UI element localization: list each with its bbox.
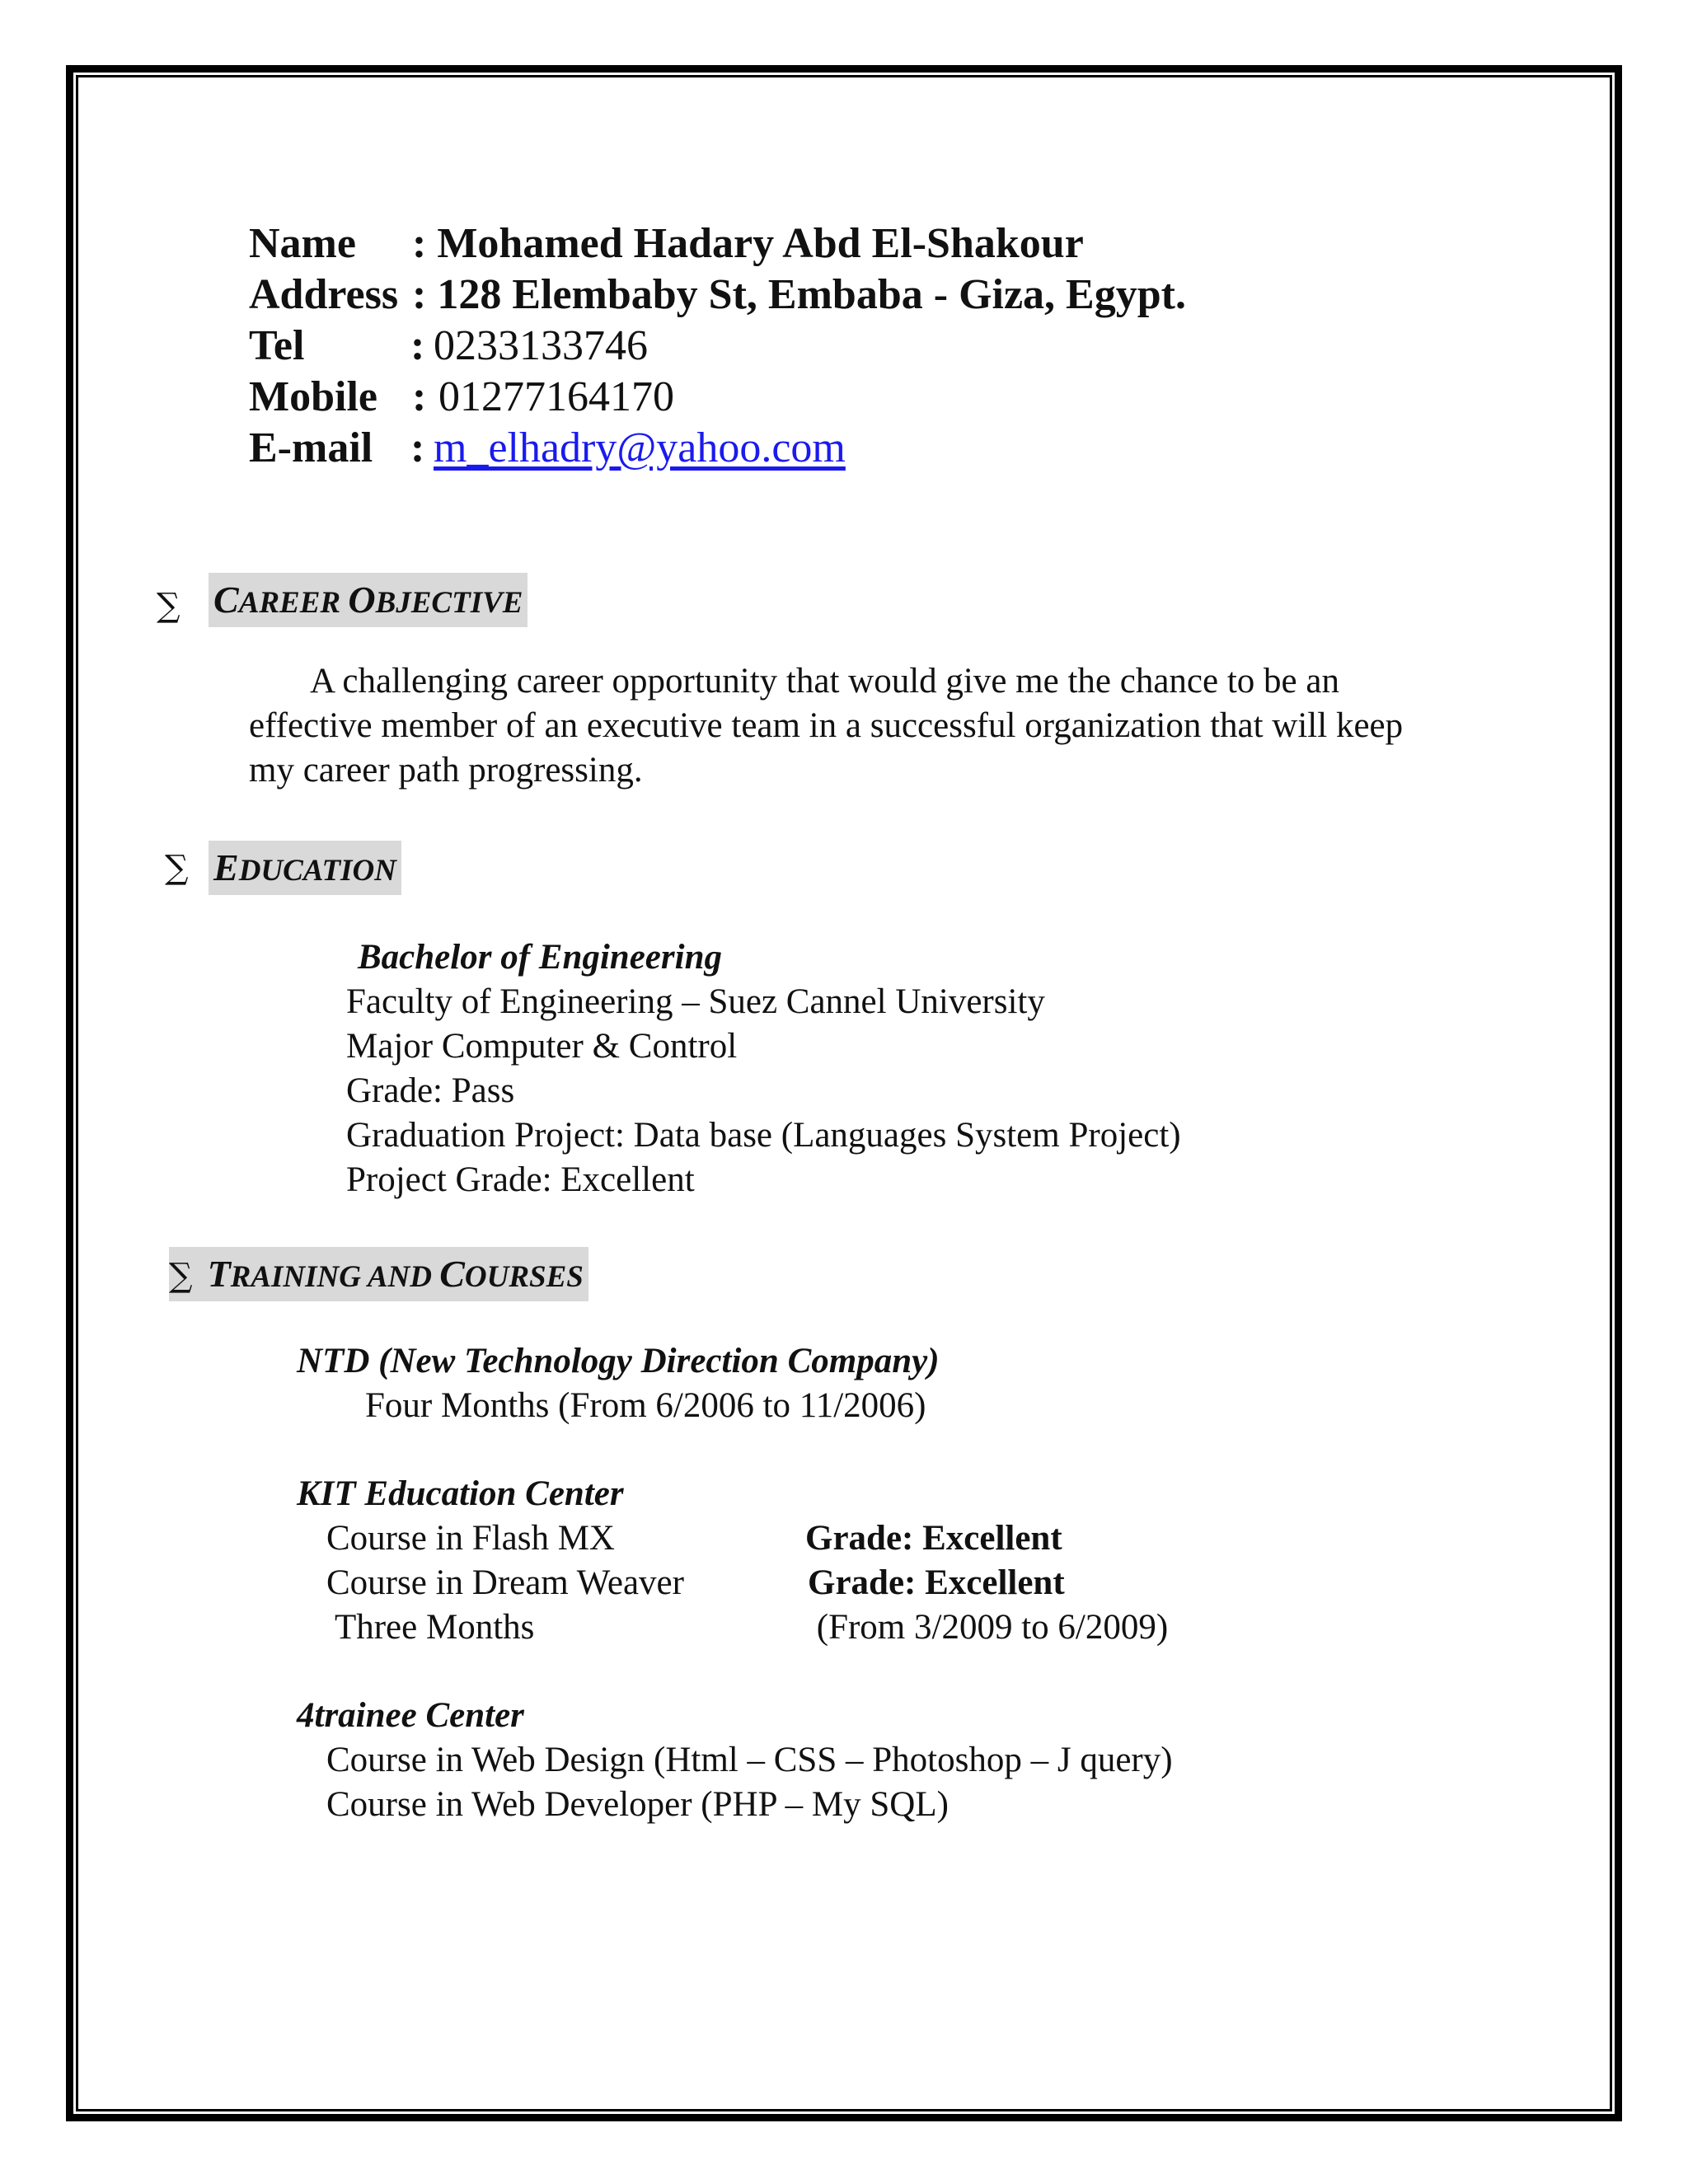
section-bullet-icon: ∑ (157, 587, 181, 625)
course-duration: Four Months (From 6/2006 to 11/2006) (365, 1386, 926, 1425)
education-line: Major Computer & Control (346, 1027, 738, 1066)
mobile-value: 01277164170 (438, 373, 674, 420)
career-objective-text: A challenging career opportunity that would give me the chance to be an effective member of an executive team in a successful organization that will keep my career path progressing. (249, 662, 1404, 790)
tel-separator: : (410, 322, 425, 369)
degree-title: Bachelor of Engineering (358, 938, 722, 977)
address-value: : 128 Elembaby St, Embaba - Giza, Egypt. (412, 271, 1186, 318)
section-bullet-icon: ∑ (169, 1257, 193, 1295)
tel-label: Tel (249, 322, 305, 369)
section-bullet-icon: ∑ (165, 849, 189, 887)
training-kit (297, 1472, 1169, 1650)
training-4trainee (297, 1694, 1173, 1827)
course-name: Course in Flash MX (326, 1519, 615, 1558)
course-provider-title: KIT Education Center (297, 1474, 624, 1513)
course-provider-title: 4trainee Center (297, 1696, 524, 1735)
education-line: Graduation Project: Data base (Languages System Project) (346, 1116, 1181, 1155)
email-separator: : (410, 424, 425, 471)
education-line: Faculty of Engineering – Suez Cannel University (346, 982, 1045, 1021)
course-row (297, 1516, 1062, 1561)
course-name: Course in Dream Weaver (326, 1563, 684, 1602)
address-label: Address (249, 271, 399, 318)
course-grade: Grade: Excellent (805, 1519, 1062, 1558)
name-label: Name (249, 220, 356, 267)
tel-value: 0233133746 (434, 322, 648, 369)
course-row (297, 1561, 1065, 1605)
email-label: E-mail (249, 424, 373, 471)
course-grade: Grade: Excellent (808, 1563, 1065, 1602)
course-row (297, 1605, 1169, 1650)
email-link[interactable]: m_elhadry@yahoo.com (434, 424, 846, 471)
course-duration: Three Months (326, 1608, 535, 1647)
education-heading: EDUCATION (209, 841, 401, 895)
mobile-separator: : (412, 373, 427, 420)
course-dates: (From 3/2009 to 6/2009) (808, 1608, 1169, 1647)
course-provider-title: NTD (New Technology Direction Company) (297, 1342, 940, 1380)
name-value: : Mohamed Hadary Abd El-Shakour (412, 220, 1084, 267)
education-line: Project Grade: Excellent (346, 1160, 695, 1199)
education-line: Grade: Pass (346, 1071, 515, 1110)
course-line: Course in Web Developer (PHP – My SQL) (326, 1785, 949, 1824)
training-ntd (297, 1339, 940, 1428)
career-objective-heading: CAREER OBJECTIVE (209, 573, 528, 627)
education-details (346, 935, 1181, 1202)
training-heading: ∑ TRAINING AND COURSES (169, 1247, 588, 1301)
mobile-label: Mobile (249, 373, 377, 420)
course-line: Course in Web Design (Html – CSS – Photoshop – J query) (326, 1741, 1173, 1779)
